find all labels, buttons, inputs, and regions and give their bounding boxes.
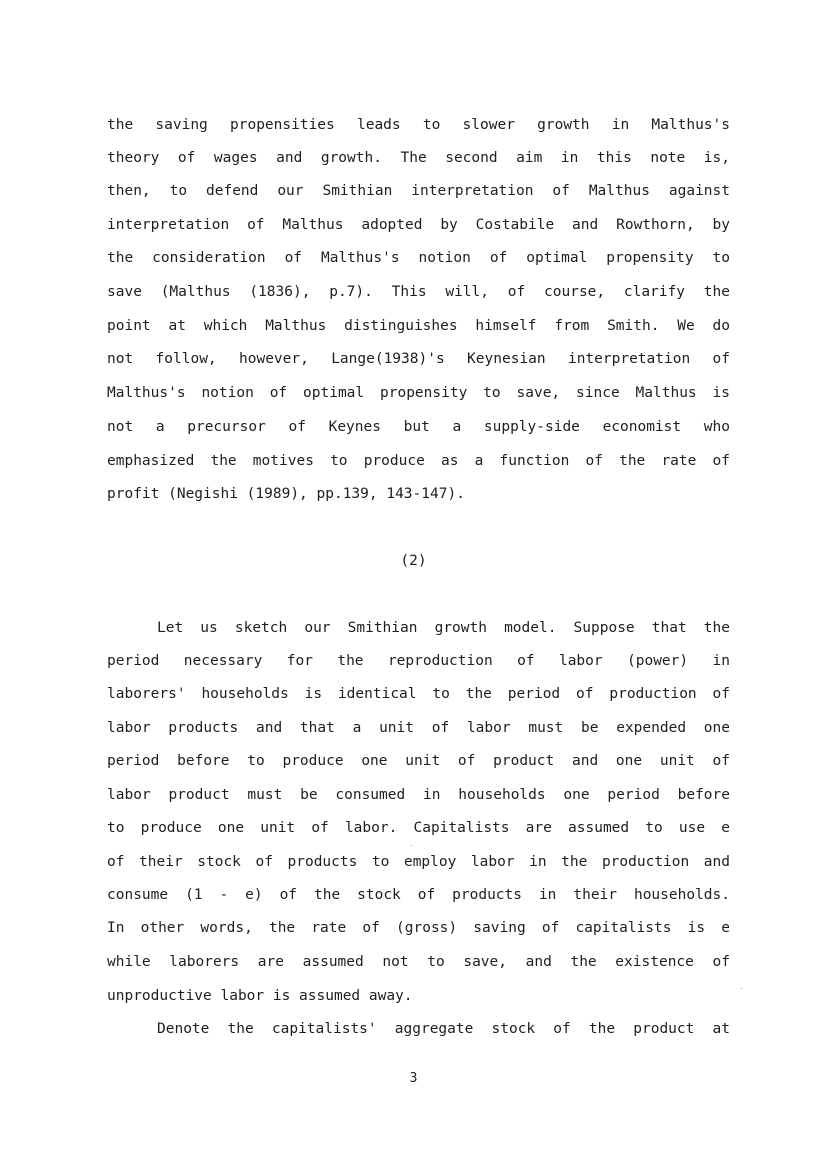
text-line: theory of wages and growth. The second aim in this note is, [107,150,730,166]
text-line: not a precursor of Keynes but a supply-side economist who [107,419,730,435]
page-number: 3 [409,1071,418,1086]
scan-speck [741,988,742,989]
text-line: to produce one unit of labor. Capitalists are assumed to use e [107,820,730,836]
text-line: then, to defend our Smithian interpretation of Malthus against [107,183,730,199]
text-line: Let us sketch our Smithian growth model. Suppose that the [157,620,730,636]
text-line: period necessary for the reproduction of labor (power) in [107,653,730,669]
text-line: unproductive labor is assumed away. [107,988,413,1004]
text-line: consume (1 - e) of the stock of products in their households. [107,887,730,903]
text-line: the saving propensities leads to slower growth in Malthus's [107,117,730,133]
text-line: In other words, the rate of (gross) saving of capitalists is e [107,920,730,936]
text-line: labor product must be consumed in households one period before [107,787,730,803]
text-line: point at which Malthus distinguishes himself from Smith. We do [107,318,730,334]
text-line: profit (Negishi (1989), pp.139, 143-147). [107,486,465,502]
text-line: Denote the capitalists' aggregate stock of the product at [157,1021,730,1037]
text-line: of their stock of products to employ labor in the production and [107,854,730,870]
text-line: laborers' households is identical to the period of production of [107,686,730,702]
text-line: emphasized the motives to produce as a function of the rate of [107,453,730,469]
scan-speck [411,845,412,846]
text-line: Malthus's notion of optimal propensity to save, since Malthus is [107,385,730,401]
text-line: period before to produce one unit of product and one unit of [107,753,730,769]
text-line: the consideration of Malthus's notion of optimal propensity to [107,250,730,266]
section-heading: (2) [400,553,427,569]
text-line: save (Malthus (1836), p.7). This will, of course, clarify the [107,284,730,300]
text-line: not follow, however, Lange(1938)'s Keynesian interpretation of [107,351,730,367]
text-line: while laborers are assumed not to save, and the existence of [107,954,730,970]
text-line: labor products and that a unit of labor must be expended one [107,720,730,736]
text-line: interpretation of Malthus adopted by Costabile and Rowthorn, by [107,217,730,233]
